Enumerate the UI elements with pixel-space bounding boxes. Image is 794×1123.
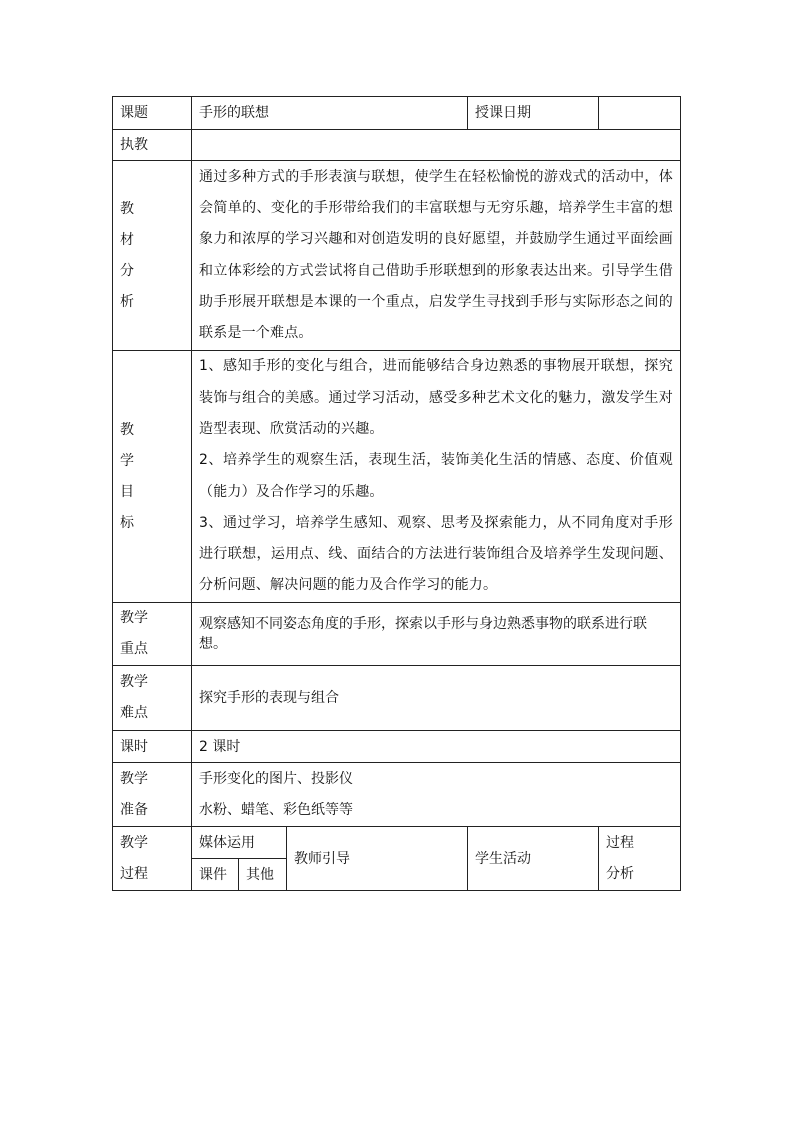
difficulty-text: 探究手形的表现与组合	[192, 666, 681, 731]
goal-item: 2、培养学生的观察生活，表现生活，装饰美化生活的情感、态度、价值观（能力）及合作学习的乐趣。	[199, 452, 674, 500]
row-goals	[113, 351, 681, 603]
row-topic	[113, 97, 681, 130]
topic-label: 课题	[113, 97, 192, 130]
goal-item: 3、通过学习，培养学生感知、观察、思考及探索能力，从不同角度对手形进行联想，运用点、线、面结合的方法进行装饰组合及培养学生发现问题、分析问题、解决问题的能力及合作学习的能力。	[199, 514, 674, 594]
row-hours	[113, 731, 681, 763]
goals-label-char: 教	[120, 421, 134, 438]
goals-label-char: 学	[120, 452, 134, 469]
goals-text-cell	[192, 351, 681, 603]
goals-label-char: 目	[120, 483, 134, 500]
date-value	[599, 97, 681, 130]
key-point-label-line: 教学	[120, 610, 148, 626]
process-analysis-line: 分析	[606, 865, 635, 882]
process-label-line: 教学	[120, 834, 148, 851]
process-label	[113, 827, 192, 891]
prep-line: 手形变化的图片、投影仪	[199, 770, 353, 787]
teacher-value	[192, 130, 681, 161]
material-label-char: 分	[120, 262, 134, 279]
other-header: 其他	[239, 859, 287, 891]
material-text: 通过多种方式的手形表演与联想，使学生在轻松愉悦的游戏式的活动中，体会简单的、变化的手形带给我们的丰富联想与无穷乐趣，培养学生丰富的想象力和浓厚的学习兴趣和对创造发明的良好愿望，并鼓励学生通过平面绘画和立体彩绘的方式尝试将自己借助手形联想到的形象表达出来。引导学生借助手形展开联想是本课的一个重点，启发学生寻找到手形与实际形态之间的联系是一个难点。	[199, 168, 674, 342]
lesson-plan-table	[112, 96, 681, 891]
prep-text-cell	[192, 763, 681, 827]
topic-value: 手形的联想	[192, 97, 468, 130]
prep-label	[113, 763, 192, 827]
courseware-header: 课件	[192, 859, 239, 891]
student-activity-header: 学生活动	[468, 827, 599, 891]
row-difficulty	[113, 666, 681, 731]
difficulty-label	[113, 666, 192, 731]
teacher-label: 执教	[113, 130, 192, 161]
prep-label-line: 教学	[120, 770, 148, 787]
date-label: 授课日期	[468, 97, 599, 130]
key-point-text: 观察感知不同姿态角度的手形，探索以手形与身边熟悉事物的联系进行联想。	[192, 603, 681, 666]
material-label-char: 教	[120, 200, 134, 217]
material-text-cell	[192, 161, 681, 351]
row-process-top	[113, 827, 681, 859]
key-point-label-line: 重点	[120, 641, 148, 657]
process-label-line: 过程	[120, 865, 148, 882]
hours-label: 课时	[113, 731, 192, 763]
prep-label-line: 准备	[120, 801, 148, 818]
goals-label-char: 标	[120, 514, 134, 531]
key-point-label	[113, 603, 192, 666]
row-prep	[113, 763, 681, 827]
teacher-guide-header: 教师引导	[287, 827, 468, 891]
goal-item: 1、感知手形的变化与组合，进而能够结合身边熟悉的事物展开联想，探究装饰与组合的美感。通过学习活动，感受多种艺术文化的魅力，激发学生对造型表现、欣赏活动的兴趣。	[199, 358, 674, 437]
material-label-char: 析	[120, 293, 134, 310]
material-label	[113, 161, 192, 351]
media-usage-header: 媒体运用	[192, 827, 287, 859]
row-material	[113, 161, 681, 351]
row-key-point	[113, 603, 681, 666]
prep-line: 水粉、蜡笔、彩色纸等等	[199, 801, 353, 818]
row-teacher	[113, 130, 681, 161]
hours-value: 2 课时	[192, 731, 681, 763]
material-label-char: 材	[120, 231, 134, 248]
goals-label	[113, 351, 192, 603]
difficulty-label-line: 教学	[120, 674, 148, 690]
difficulty-label-line: 难点	[120, 705, 148, 721]
process-analysis-line: 过程	[606, 834, 635, 851]
process-analysis-header	[599, 827, 681, 891]
